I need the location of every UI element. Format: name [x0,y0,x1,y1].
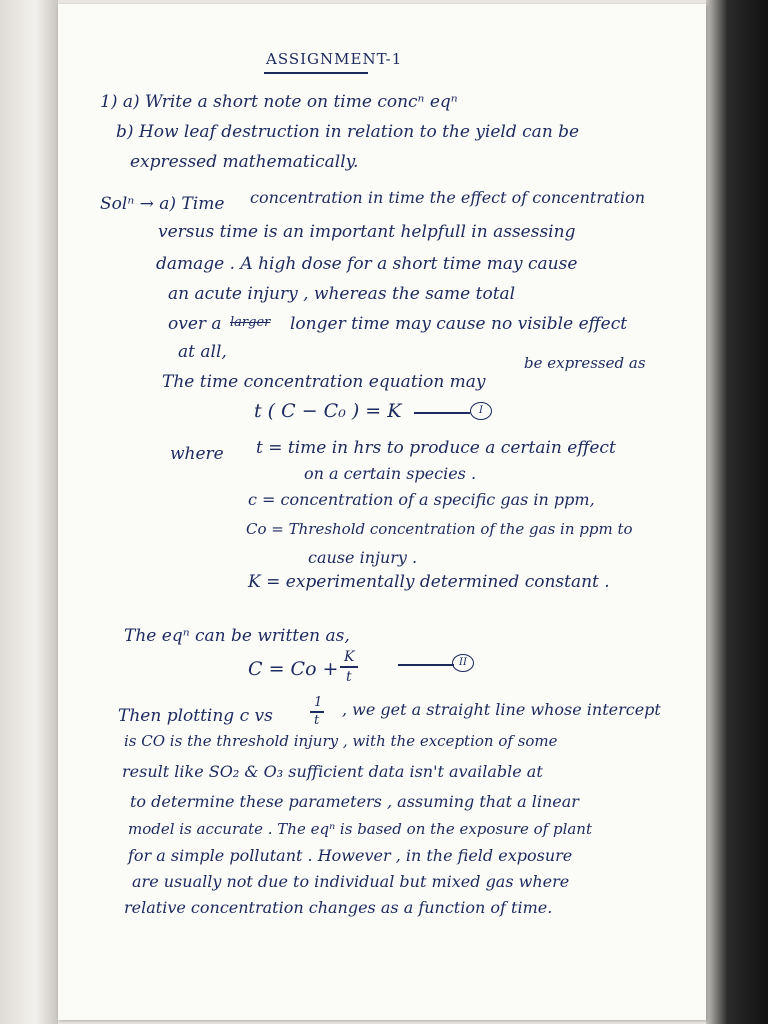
paragraph-line-6: for a simple pollutant . However , in the field exposure [128,846,573,865]
paragraph-line-2: is CO is the threshold injury , with the exception of some [124,732,558,750]
fraction-denominator: t [314,713,320,728]
equation-1: t ( C − C₀ ) = K [254,400,402,422]
where-label: where [170,444,224,464]
solution-line-5a: over a [168,314,222,334]
equation-2-numerator: K [344,649,355,665]
page-title: ASSIGNMENT-1 [266,50,403,68]
equation-1-number: I [470,402,492,420]
paragraph-line-1a: Then plotting c vs [118,706,273,726]
rewrite-intro: The eqⁿ can be written as, [124,626,350,646]
fraction-numerator: 1 [314,695,323,710]
solution-label: Solⁿ → a) Time [100,194,225,214]
paragraph-line-5: model is accurate . The eqⁿ is based on the exposure of plant [128,820,592,838]
definition-co-cont: cause injury . [308,548,418,567]
equation-2-leader [398,664,454,666]
definition-co: Co = Threshold concentration of the gas in ppm to [246,520,633,538]
equation-1-leader [414,412,470,414]
solution-line-6: at all, [178,342,227,362]
definition-c: c = concentration of a specific gas in ppm, [248,490,595,509]
definition-t-cont: on a certain species . [304,464,477,483]
paragraph-line-7: are usually not due to individual but mixed gas where [132,872,570,891]
solution-line-1: concentration in time the effect of concentration [250,188,646,207]
solution-line-3: damage . A high dose for a short time may cause [156,254,578,274]
equation-2-denominator: t [346,669,352,685]
solution-line-4: an acute injury , whereas the same total [168,284,516,304]
notebook-edge [706,0,768,1024]
definition-t: t = time in hrs to produce a certain effect [256,438,616,458]
paragraph-line-3: result like SO₂ & O₃ sufficient data isn't available at [122,762,543,781]
struck-word: larger [230,315,271,330]
solution-line-5b: longer time may cause no visible effect [290,314,628,334]
paragraph-line-1b: , we get a straight line whose intercept [342,700,661,719]
solution-line-2: versus time is an important helpfull in assessing [158,222,576,242]
paragraph-line-4: to determine these parameters , assuming that a linear [130,792,579,811]
equation-2-fraction-bar [340,666,358,668]
time-concentration-intro-end: be expressed as [524,354,646,372]
notebook-page [58,4,706,1020]
time-concentration-intro: The time concentration equation may [162,372,486,392]
notebook-binding [0,0,58,1024]
question-1a: 1) a) Write a short note on time concⁿ eqⁿ [100,92,458,112]
paragraph-line-8: relative concentration changes as a function of time. [124,898,553,917]
question-1b-line1: b) How leaf destruction in relation to the yield can be [116,122,580,142]
title-underline [264,72,368,74]
definition-k: K = experimentally determined constant . [248,572,610,592]
equation-2-left: C = Co + [248,658,339,680]
equation-2-number: II [452,654,474,672]
question-1b-line2: expressed mathematically. [130,152,359,172]
